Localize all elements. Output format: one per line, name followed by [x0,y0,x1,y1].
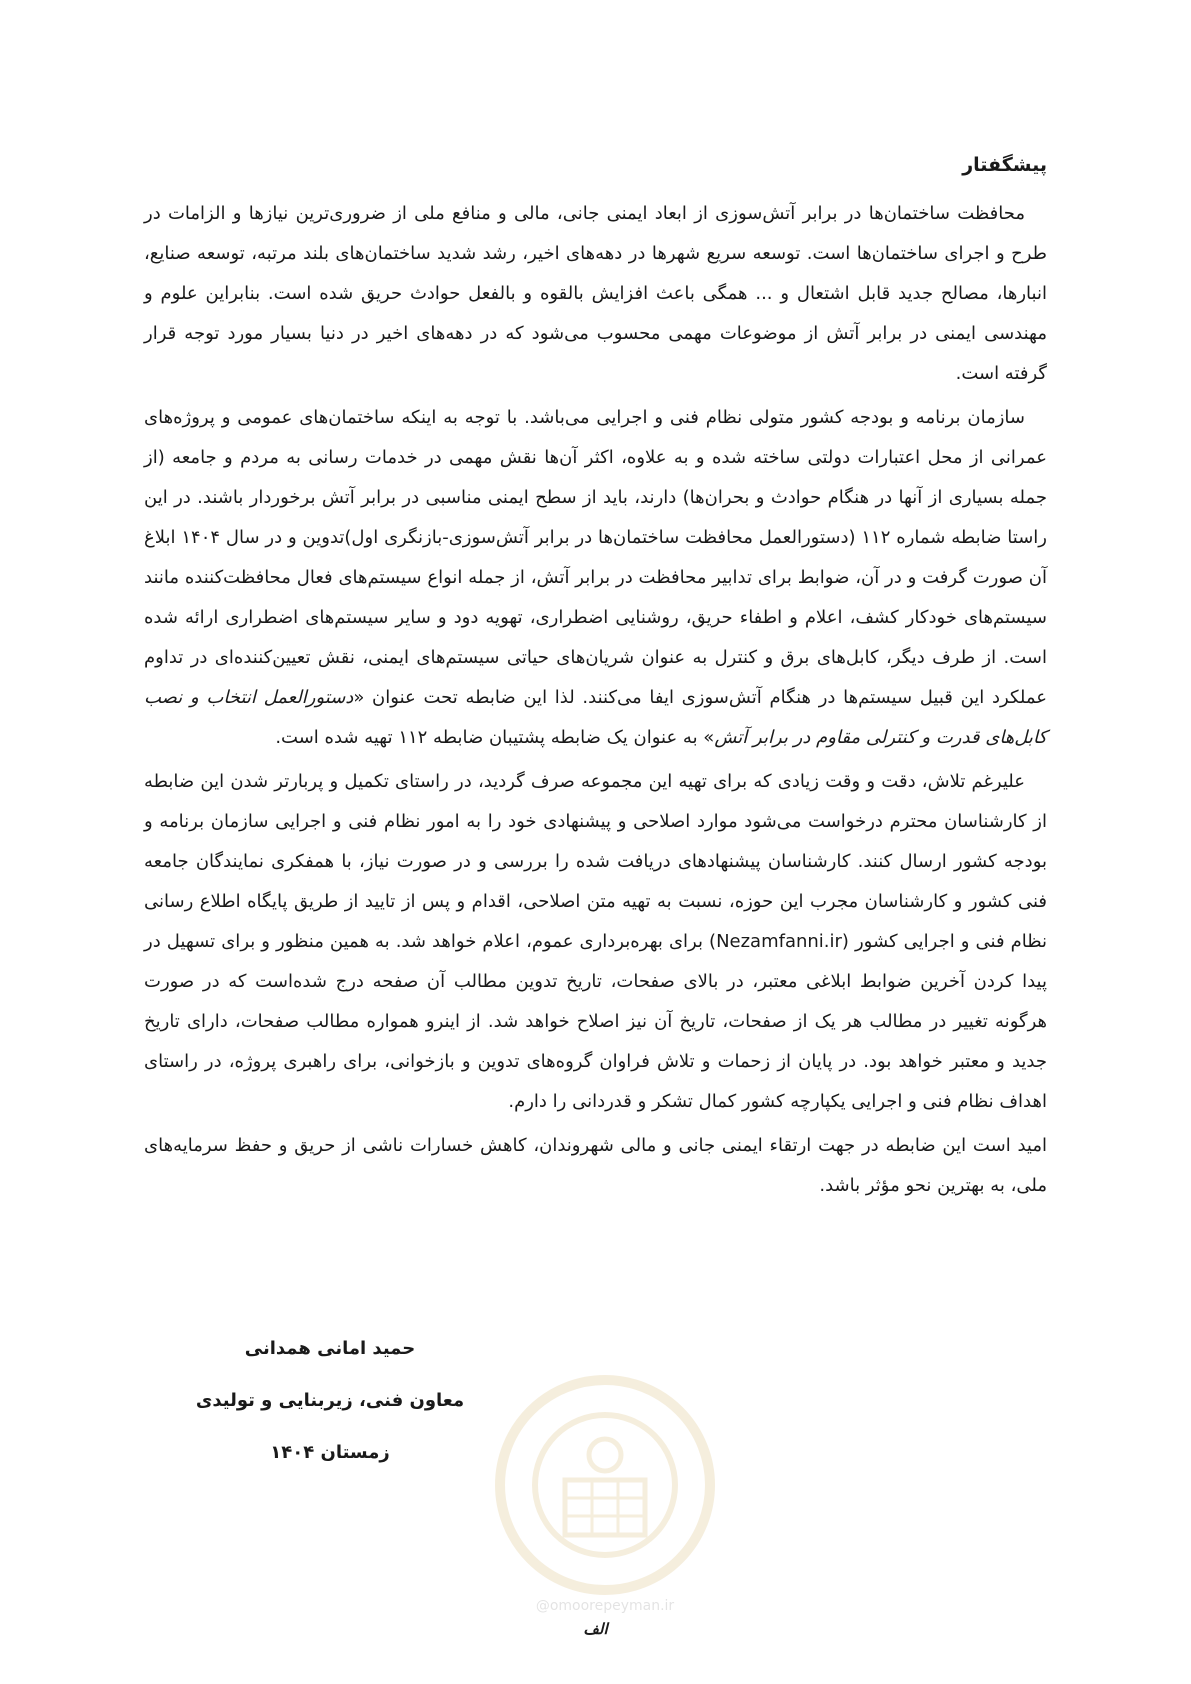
signature-date: زمستان ۱۴۰۴ [270,1442,390,1463]
page-number: الف [583,1620,608,1638]
paragraph-2 [144,398,1047,758]
paragraph-1: محافظت ساختمان‌ها در برابر آتش‌سوزی از ابعاد ایمنی جانی، مالی و منافع ملی از ضروری‌ترین نیازها و الزامات در طرح و اجرای ساختمان‌ها است. توسعه سریع شهرها در دهه‌های اخیر، رشد شدید ساختمان‌های بلند مرتبه، توسعه صنایع، انبارها، مصالح جدید قابل اشتعال و ... همگی باعث افزایش بالقوه و بالفعل حوادث حریق شده است. بنابراین علوم و مهندسی ایمنی در برابر آتش از موضوعات مهمی محسوب می‌شود که در دهه‌های اخیر در دنیا بسیار مورد توجه قرار گرفته است. [144,203,1047,384]
watermark-seal [480,1370,730,1620]
watermark-text: @omoorepeyman.ir [535,1598,675,1614]
paragraph-4: امید است این ضابطه در جهت ارتقاء ایمنی جانی و مالی شهروندان، کاهش خسارات ناشی از حریق و حفظ سرمایه‌های ملی، به بهترین نحو مؤثر باشد. [144,1135,1047,1196]
paragraph-2-text-a: سازمان برنامه و بودجه کشور متولی نظام فنی و اجرایی می‌باشد. با توجه به اینکه ساختمان‌های عمومی و پروژه‌های عمرانی از محل اعتبارات دولتی ساخته شده و به علاوه، اکثر آن‌ها نقش مهمی در خدمات رسانی به مردم و جامعه (از جمله بسیاری از آنها در هنگام حوادث و بحران‌ها) دارند، باید از سطح ایمنی مناسبی در برابر آتش برخوردار باشند. در این راستا ضابطه شماره ۱۱۲ (دستورالعمل محافظت ساختمان‌ها در برابر آتش‌سوزی-بازنگری اول)تدوین و در سال ۱۴۰۴ ابلاغ آن صورت گرفت و در آن، ضوابط برای تدابیر محافظت در برابر آتش، از جمله انواع سیستم‌های فعال محافظت‌کننده مانند سیستم‌های خودکار کشف، اعلام و اطفاء حریق، روشنایی اضطراری، تهویه دود و سایر سیستم‌های اضطراری ارائه شده است. از طرف دیگر، کابل‌های برق و کنترل به عنوان شریان‌های حیاتی سیستم‌های ایمنی، نقش تعیین‌کننده‌ای در تداوم عملکرد این قبیل سیستم‌ها در هنگام آتش‌سوزی ایفا می‌کنند. لذا این ضابطه تحت عنوان « [144,407,1047,708]
signature-title: معاون فنی، زیربنایی و تولیدی [195,1390,465,1411]
preface-heading: پیشگفتار [962,154,1047,176]
document-body [144,150,1047,1210]
paragraph-3: علیرغم تلاش، دقت و وقت زیادی که برای تهیه این مجموعه صرف گردید، در راستای تکمیل و پربارتر شدن این ضابطه از کارشناسان محترم درخواست می‌شود موارد اصلاحی و پیشنهادی خود را به امور نظام فنی و اجرایی سازمان برنامه و بودجه کشور ارسال کنند. کارشناسان پیشنهادهای دریافت شده را بررسی و در صورت نیاز، با همفکری نمایندگان جامعه فنی کشور و کارشناسان مجرب این حوزه، نسبت به تهیه متن اصلاحی، اقدام و پس از تایید از طریق پایگاه اطلاع رسانی نظام فنی و اجرایی کشور (Nezamfanni.ir) برای بهره‌برداری عموم، اعلام خواهد شد. به همین منظور و برای تسهیل در پیدا کردن آخرین ضوابط ابلاغی معتبر، در بالای صفحات، تاریخ تدوین مطالب آن صفحه درج شده‌است که در صورت هرگونه تغییر در مطالب هر یک از صفحات، تاریخ آن نیز اصلاح خواهد شد. از اینرو همواره مطالب صفحات، دارای تاریخ جدید و معتبر خواهد بود. در پایان از زحمات و تلاش فراوان گروه‌های تدوین و بازخوانی، برای راهبری پروژه، در راستای اهداف نظام فنی و اجرایی یکپارچه کشور کمال تشکر و قدردانی را دارم. [144,771,1047,1112]
signature-name: حمید امانی همدانی [244,1338,416,1359]
paragraph-2-italic-title: دستورالعمل انتخاب و نصب کابل‌های قدرت و کنترلی مقاوم در برابر آتش [144,687,1047,748]
paragraph-2-text-b: » به عنوان یک ضابطه پشتیبان ضابطه ۱۱۲ تهیه شده است. [275,727,715,748]
seal-icon [480,1370,730,1600]
